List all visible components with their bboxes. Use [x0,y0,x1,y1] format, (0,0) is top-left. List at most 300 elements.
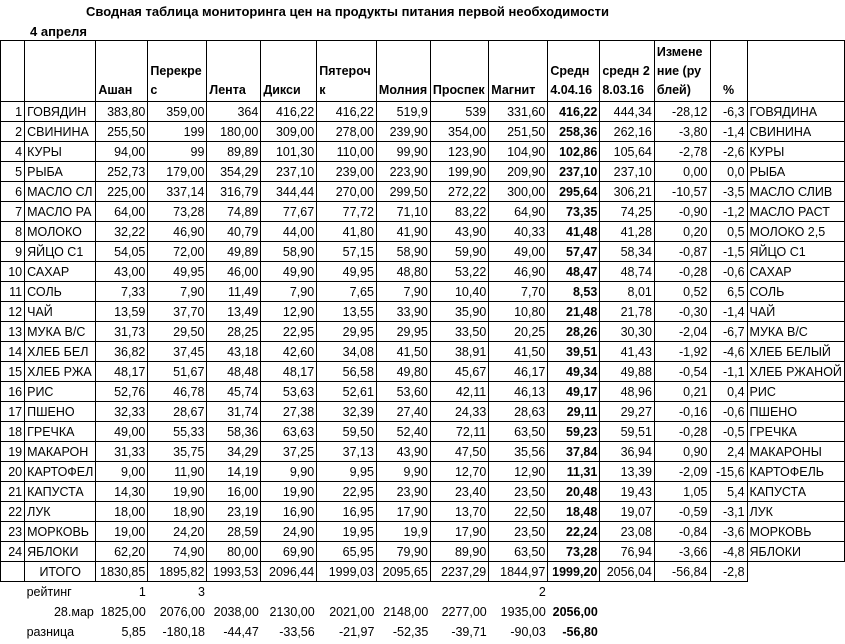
store-price-cell[interactable]: 48,80 [376,262,430,282]
product-name-cell[interactable]: ЯБЛОКИ [25,542,96,562]
store-price-cell[interactable]: 46,13 [489,382,548,402]
store-price-cell[interactable]: 74,89 [207,202,261,222]
product-name-repeat-cell[interactable]: САХАР [747,262,844,282]
store-price-cell[interactable]: 45,67 [430,362,488,382]
store-price-cell[interactable]: 89,90 [430,542,488,562]
store-price-cell[interactable]: 74,90 [148,542,207,562]
average-current-cell[interactable]: 73,35 [548,202,600,222]
header-cell[interactable] [747,41,844,102]
previous-week-value-cell[interactable]: 2021,00 [329,604,375,619]
store-price-cell[interactable]: 7,90 [148,282,207,302]
product-name-cell[interactable]: КАРТОФЕЛ [25,462,96,482]
change-percent-cell[interactable]: -1,5 [710,242,747,262]
row-number-cell[interactable]: 8 [1,222,25,242]
store-price-cell[interactable]: 42,60 [261,342,317,362]
store-price-cell[interactable]: 101,30 [261,142,317,162]
store-price-cell[interactable]: 58,90 [376,242,430,262]
store-price-cell[interactable]: 18,90 [148,502,207,522]
average-current-cell[interactable]: 39,51 [548,342,600,362]
header-cell[interactable]: Дикси [261,41,317,102]
product-name-repeat-cell[interactable]: ГРЕЧКА [747,422,844,442]
store-price-cell[interactable]: 33,90 [376,302,430,322]
store-price-cell[interactable]: 29,95 [317,322,377,342]
change-rub-cell[interactable]: -0,90 [654,202,710,222]
header-cell[interactable]: Пятерочк [317,41,377,102]
previous-week-value-cell[interactable]: 2130,00 [269,604,315,619]
store-price-cell[interactable]: 28,25 [207,322,261,342]
store-price-cell[interactable]: 43,00 [96,262,148,282]
store-price-cell[interactable]: 54,05 [96,242,148,262]
change-rub-cell[interactable]: -0,54 [654,362,710,382]
header-cell[interactable]: Молния [376,41,430,102]
store-price-cell[interactable]: 49,95 [148,262,207,282]
product-name-cell[interactable]: РИС [25,382,96,402]
product-name-repeat-cell[interactable]: ЧАЙ [747,302,844,322]
previous-week-value-cell[interactable]: 2038,00 [213,604,259,619]
blank-cell[interactable] [548,582,600,602]
blank-cell[interactable] [1,622,25,642]
average-current-cell[interactable]: 102,86 [548,142,600,162]
change-percent-cell[interactable]: -0,6 [710,402,747,422]
store-price-cell[interactable]: 40,79 [207,222,261,242]
store-price-cell[interactable]: 32,33 [96,402,148,422]
store-price-cell[interactable]: 22,50 [489,502,548,522]
product-name-cell[interactable]: САХАР [25,262,96,282]
change-rub-cell[interactable]: 0,00 [654,162,710,182]
product-name-cell[interactable]: СОЛЬ [25,282,96,302]
average-previous-cell[interactable]: 74,25 [600,202,655,222]
product-name-repeat-cell[interactable]: СОЛЬ [747,282,844,302]
store-price-cell[interactable]: 252,73 [96,162,148,182]
header-cell[interactable]: Проспек [430,41,488,102]
row-number-cell[interactable]: 1 [1,102,25,122]
store-price-cell[interactable]: 27,40 [376,402,430,422]
product-name-cell[interactable]: МОЛОКО [25,222,96,242]
store-total-cell[interactable]: 1895,82 [148,562,207,582]
store-price-cell[interactable]: 49,90 [261,262,317,282]
average-previous-cell[interactable]: 41,43 [600,342,655,362]
blank-cell[interactable] [600,622,655,642]
store-price-cell[interactable]: 23,50 [489,482,548,502]
average-previous-cell[interactable]: 105,64 [600,142,655,162]
change-percent-cell[interactable]: -3,1 [710,502,747,522]
mar28-average-cell[interactable]: 2056,00 [552,604,598,619]
header-cell[interactable] [1,41,25,102]
average-current-cell[interactable]: 59,23 [548,422,600,442]
blank-cell[interactable] [1,562,25,582]
average-current-cell[interactable]: 21,48 [548,302,600,322]
store-price-cell[interactable]: 56,58 [317,362,377,382]
product-name-cell[interactable]: МУКА В/С [25,322,96,342]
store-price-cell[interactable]: 13,70 [430,502,488,522]
product-name-repeat-cell[interactable]: КАПУСТА [747,482,844,502]
store-price-cell[interactable]: 19,9 [376,522,430,542]
product-name-repeat-cell[interactable]: ХЛЕБ БЕЛЫЙ [747,342,844,362]
change-rub-cell[interactable]: -28,12 [654,102,710,122]
average-previous-cell[interactable]: 48,96 [600,382,655,402]
average-previous-cell[interactable]: 58,34 [600,242,655,262]
store-price-cell[interactable]: 32,39 [317,402,377,422]
change-rub-cell[interactable]: 0,52 [654,282,710,302]
change-percent-cell[interactable]: -3,6 [710,522,747,542]
store-price-cell[interactable]: 104,90 [489,142,548,162]
header-cell[interactable]: Лента [207,41,261,102]
store-total-cell[interactable]: 2095,65 [376,562,430,582]
change-percent-cell[interactable]: -15,6 [710,462,747,482]
average-total-previous-cell[interactable]: 2056,04 [600,562,655,582]
blank-cell[interactable] [654,622,710,642]
average-current-cell[interactable]: 295,64 [548,182,600,202]
store-price-cell[interactable]: 34,08 [317,342,377,362]
store-price-cell[interactable]: 29,95 [376,322,430,342]
change-rub-cell[interactable]: -3,66 [654,542,710,562]
change-rub-cell[interactable]: -2,04 [654,322,710,342]
store-total-cell[interactable]: 1830,85 [96,562,148,582]
rating-value-cell[interactable]: 1 [138,584,146,599]
average-previous-cell[interactable]: 306,21 [600,182,655,202]
store-price-cell[interactable]: 99 [148,142,207,162]
store-total-cell[interactable]: 1993,53 [207,562,261,582]
average-previous-cell[interactable]: 19,07 [600,502,655,522]
average-current-cell[interactable]: 29,11 [548,402,600,422]
rating-value-cell[interactable] [430,582,488,602]
change-percent-cell[interactable]: 0,4 [710,382,747,402]
store-price-cell[interactable]: 52,76 [96,382,148,402]
store-price-cell[interactable]: 46,17 [489,362,548,382]
difference-value-cell[interactable]: -44,47 [223,624,259,639]
store-price-cell[interactable]: 383,80 [96,102,148,122]
product-name-cell[interactable]: КАПУСТА [25,482,96,502]
store-price-cell[interactable]: 79,90 [376,542,430,562]
average-current-cell[interactable]: 20,48 [548,482,600,502]
store-price-cell[interactable]: 7,90 [261,282,317,302]
store-price-cell[interactable]: 41,90 [376,222,430,242]
change-rub-cell[interactable]: -0,28 [654,422,710,442]
previous-week-value-cell[interactable]: 2277,00 [441,604,487,619]
store-price-cell[interactable]: 13,49 [207,302,261,322]
store-price-cell[interactable]: 16,95 [317,502,377,522]
store-price-cell[interactable]: 31,33 [96,442,148,462]
change-total-percent-cell[interactable]: -2,8 [710,562,747,582]
store-price-cell[interactable]: 83,22 [430,202,488,222]
store-price-cell[interactable]: 72,00 [148,242,207,262]
store-price-cell[interactable]: 17,90 [376,502,430,522]
change-rub-cell[interactable]: -10,57 [654,182,710,202]
store-price-cell[interactable]: 35,90 [430,302,488,322]
store-price-cell[interactable]: 337,14 [148,182,207,202]
blank-cell[interactable] [654,582,710,602]
change-percent-cell[interactable]: -0,6 [710,262,747,282]
mar28-label-cell[interactable]: 28.мар [53,604,94,619]
average-total-current-cell[interactable]: 1999,20 [548,562,600,582]
store-price-cell[interactable]: 59,50 [317,422,377,442]
average-previous-cell[interactable]: 49,88 [600,362,655,382]
row-number-cell[interactable]: 10 [1,262,25,282]
store-price-cell[interactable]: 43,90 [430,222,488,242]
store-price-cell[interactable]: 31,74 [207,402,261,422]
product-name-cell[interactable]: ХЛЕБ БЕЛ [25,342,96,362]
store-price-cell[interactable]: 73,28 [148,202,207,222]
product-name-cell[interactable]: МАСЛО СЛ [25,182,96,202]
average-previous-cell[interactable]: 41,28 [600,222,655,242]
store-price-cell[interactable]: 123,90 [430,142,488,162]
average-current-cell[interactable]: 49,17 [548,382,600,402]
store-total-cell[interactable]: 2237,29 [430,562,488,582]
product-name-repeat-cell[interactable]: ЯБЛОКИ [747,542,844,562]
difference-value-cell[interactable]: -33,56 [279,624,315,639]
row-number-cell[interactable]: 5 [1,162,25,182]
store-price-cell[interactable]: 359,00 [148,102,207,122]
change-percent-cell[interactable]: -6,3 [710,102,747,122]
store-price-cell[interactable]: 59,90 [430,242,488,262]
rating-label-cell[interactable]: рейтинг [26,584,72,599]
store-price-cell[interactable]: 53,22 [430,262,488,282]
product-name-repeat-cell[interactable]: ПШЕНО [747,402,844,422]
store-price-cell[interactable]: 64,90 [489,202,548,222]
store-price-cell[interactable]: 27,38 [261,402,317,422]
store-price-cell[interactable]: 299,50 [376,182,430,202]
store-price-cell[interactable]: 11,49 [207,282,261,302]
store-price-cell[interactable]: 416,22 [261,102,317,122]
store-price-cell[interactable]: 28,63 [489,402,548,422]
store-price-cell[interactable]: 45,74 [207,382,261,402]
change-percent-cell[interactable]: -3,5 [710,182,747,202]
average-current-cell[interactable]: 48,47 [548,262,600,282]
product-name-cell[interactable]: ПШЕНО [25,402,96,422]
product-name-repeat-cell[interactable]: СВИНИНА [747,122,844,142]
store-price-cell[interactable]: 278,00 [317,122,377,142]
store-price-cell[interactable]: 53,63 [261,382,317,402]
change-percent-cell[interactable]: 5,4 [710,482,747,502]
product-name-cell[interactable]: КУРЫ [25,142,96,162]
store-price-cell[interactable]: 33,50 [430,322,488,342]
store-price-cell[interactable]: 22,95 [261,322,317,342]
blank-cell[interactable] [747,622,844,642]
store-price-cell[interactable]: 180,00 [207,122,261,142]
average-current-cell[interactable]: 22,24 [548,522,600,542]
store-price-cell[interactable]: 19,00 [96,522,148,542]
store-price-cell[interactable]: 17,90 [430,522,488,542]
store-price-cell[interactable]: 62,20 [96,542,148,562]
average-previous-cell[interactable]: 23,08 [600,522,655,542]
previous-week-value-cell[interactable]: 1935,00 [500,604,546,619]
store-price-cell[interactable]: 10,80 [489,302,548,322]
product-name-cell[interactable]: ЯЙЦО С1 [25,242,96,262]
store-price-cell[interactable]: 46,00 [207,262,261,282]
average-previous-cell[interactable]: 29,27 [600,402,655,422]
difference-value-cell[interactable]: 5,85 [121,624,146,639]
store-price-cell[interactable]: 110,00 [317,142,377,162]
change-rub-cell[interactable]: -2,78 [654,142,710,162]
store-price-cell[interactable]: 71,10 [376,202,430,222]
change-rub-cell[interactable]: -0,87 [654,242,710,262]
store-price-cell[interactable]: 11,90 [148,462,207,482]
store-price-cell[interactable]: 80,00 [207,542,261,562]
average-previous-cell[interactable]: 19,43 [600,482,655,502]
product-name-repeat-cell[interactable]: ЛУК [747,502,844,522]
store-total-cell[interactable]: 1999,03 [317,562,377,582]
average-current-cell[interactable]: 18,48 [548,502,600,522]
store-price-cell[interactable]: 38,91 [430,342,488,362]
average-previous-cell[interactable]: 76,94 [600,542,655,562]
average-current-cell[interactable]: 8,53 [548,282,600,302]
store-total-cell[interactable]: 2096,44 [261,562,317,582]
change-percent-cell[interactable]: 0,0 [710,162,747,182]
rating-value-cell[interactable] [376,582,430,602]
store-price-cell[interactable]: 20,25 [489,322,548,342]
store-price-cell[interactable]: 23,50 [489,522,548,542]
product-name-repeat-cell[interactable]: РИС [747,382,844,402]
average-previous-cell[interactable]: 237,10 [600,162,655,182]
row-number-cell[interactable]: 11 [1,282,25,302]
store-price-cell[interactable]: 251,50 [489,122,548,142]
blank-cell[interactable] [1,602,25,622]
store-price-cell[interactable]: 64,00 [96,202,148,222]
average-current-cell[interactable]: 28,26 [548,322,600,342]
store-price-cell[interactable]: 19,90 [148,482,207,502]
store-price-cell[interactable]: 225,00 [96,182,148,202]
store-price-cell[interactable]: 49,00 [489,242,548,262]
store-price-cell[interactable]: 41,80 [317,222,377,242]
store-price-cell[interactable]: 47,50 [430,442,488,462]
store-price-cell[interactable]: 37,13 [317,442,377,462]
change-percent-cell[interactable]: -1,4 [710,122,747,142]
store-price-cell[interactable]: 24,20 [148,522,207,542]
store-price-cell[interactable]: 49,80 [376,362,430,382]
store-price-cell[interactable]: 48,48 [207,362,261,382]
product-name-repeat-cell[interactable]: КАРТОФЕЛЬ [747,462,844,482]
average-current-cell[interactable]: 57,47 [548,242,600,262]
store-price-cell[interactable]: 63,50 [489,422,548,442]
store-price-cell[interactable]: 331,60 [489,102,548,122]
difference-value-cell[interactable]: -21,97 [338,624,375,639]
average-current-cell[interactable]: 237,10 [548,162,600,182]
store-price-cell[interactable]: 23,40 [430,482,488,502]
store-price-cell[interactable]: 31,73 [96,322,148,342]
store-price-cell[interactable]: 28,67 [148,402,207,422]
store-price-cell[interactable]: 7,70 [489,282,548,302]
product-name-cell[interactable]: РЫБА [25,162,96,182]
change-rub-cell[interactable]: -3,80 [654,122,710,142]
change-percent-cell[interactable]: -4,8 [710,542,747,562]
store-price-cell[interactable]: 255,50 [96,122,148,142]
product-name-cell[interactable]: МАКАРОН [25,442,96,462]
store-price-cell[interactable]: 209,90 [489,162,548,182]
product-name-cell[interactable]: МОРКОВЬ [25,522,96,542]
store-price-cell[interactable]: 28,59 [207,522,261,542]
change-total-rub-cell[interactable]: -56,84 [654,562,710,582]
blank-cell[interactable] [1,582,25,602]
row-number-cell[interactable]: 13 [1,322,25,342]
average-previous-cell[interactable]: 8,01 [600,282,655,302]
row-number-cell[interactable]: 15 [1,362,25,382]
blank-cell[interactable] [747,602,844,622]
store-price-cell[interactable]: 53,60 [376,382,430,402]
product-name-repeat-cell[interactable]: МУКА В/С [747,322,844,342]
store-price-cell[interactable]: 37,25 [261,442,317,462]
change-percent-cell[interactable]: -1,2 [710,202,747,222]
store-price-cell[interactable]: 309,00 [261,122,317,142]
change-rub-cell[interactable]: -1,92 [654,342,710,362]
change-percent-cell[interactable]: -1,4 [710,302,747,322]
store-price-cell[interactable]: 199 [148,122,207,142]
store-price-cell[interactable]: 316,79 [207,182,261,202]
store-price-cell[interactable]: 49,00 [96,422,148,442]
header-cell[interactable]: средн 28.03.16 [600,41,655,102]
difference-value-cell[interactable]: -90,03 [510,624,546,639]
store-price-cell[interactable]: 24,33 [430,402,488,422]
header-cell[interactable]: Средн 4.04.16 [548,41,600,102]
average-previous-cell[interactable]: 36,94 [600,442,655,462]
row-number-cell[interactable]: 19 [1,442,25,462]
store-total-cell[interactable]: 1844,97 [489,562,548,582]
store-price-cell[interactable]: 7,65 [317,282,377,302]
store-price-cell[interactable]: 23,19 [207,502,261,522]
diff-label-cell[interactable]: разница [26,624,75,639]
row-number-cell[interactable]: 17 [1,402,25,422]
store-price-cell[interactable]: 48,17 [261,362,317,382]
store-price-cell[interactable]: 24,90 [261,522,317,542]
product-name-repeat-cell[interactable]: МОЛОКО 2,5 [747,222,844,242]
average-previous-cell[interactable]: 262,16 [600,122,655,142]
change-rub-cell[interactable]: -0,84 [654,522,710,542]
header-cell[interactable] [25,41,96,102]
row-number-cell[interactable]: 6 [1,182,25,202]
blank-cell[interactable] [710,602,747,622]
change-percent-cell[interactable]: -1,1 [710,362,747,382]
product-name-repeat-cell[interactable]: ХЛЕБ РЖАНОЙ [747,362,844,382]
product-name-repeat-cell[interactable]: ЯЙЦО С1 [747,242,844,262]
store-price-cell[interactable]: 52,40 [376,422,430,442]
store-price-cell[interactable]: 23,90 [376,482,430,502]
blank-cell[interactable] [747,562,844,582]
blank-cell[interactable] [747,582,844,602]
change-rub-cell[interactable]: 1,05 [654,482,710,502]
header-cell[interactable]: Ашан [96,41,148,102]
store-price-cell[interactable]: 12,90 [261,302,317,322]
store-price-cell[interactable]: 539 [430,102,488,122]
store-price-cell[interactable]: 55,33 [148,422,207,442]
store-price-cell[interactable]: 37,70 [148,302,207,322]
change-rub-cell[interactable]: -2,09 [654,462,710,482]
store-price-cell[interactable]: 29,50 [148,322,207,342]
store-price-cell[interactable]: 77,67 [261,202,317,222]
store-price-cell[interactable]: 9,90 [376,462,430,482]
store-price-cell[interactable]: 99,90 [376,142,430,162]
row-number-cell[interactable]: 20 [1,462,25,482]
blank-cell[interactable] [710,622,747,642]
store-price-cell[interactable]: 43,18 [207,342,261,362]
header-cell[interactable]: Магнит [489,41,548,102]
blank-cell[interactable] [600,602,655,622]
store-price-cell[interactable]: 354,29 [207,162,261,182]
row-number-cell[interactable]: 12 [1,302,25,322]
header-cell[interactable]: Изменение (рублей) [654,41,710,102]
header-cell[interactable]: Перекрес [148,41,207,102]
average-previous-cell[interactable]: 59,51 [600,422,655,442]
row-number-cell[interactable]: 22 [1,502,25,522]
store-price-cell[interactable]: 69,90 [261,542,317,562]
store-price-cell[interactable]: 13,59 [96,302,148,322]
product-name-repeat-cell[interactable]: КУРЫ [747,142,844,162]
row-number-cell[interactable]: 21 [1,482,25,502]
header-cell[interactable]: % [710,41,747,102]
store-price-cell[interactable]: 72,11 [430,422,488,442]
change-rub-cell[interactable]: -0,30 [654,302,710,322]
store-price-cell[interactable]: 35,56 [489,442,548,462]
store-price-cell[interactable]: 239,00 [317,162,377,182]
product-name-cell[interactable]: ГОВЯДИН [25,102,96,122]
